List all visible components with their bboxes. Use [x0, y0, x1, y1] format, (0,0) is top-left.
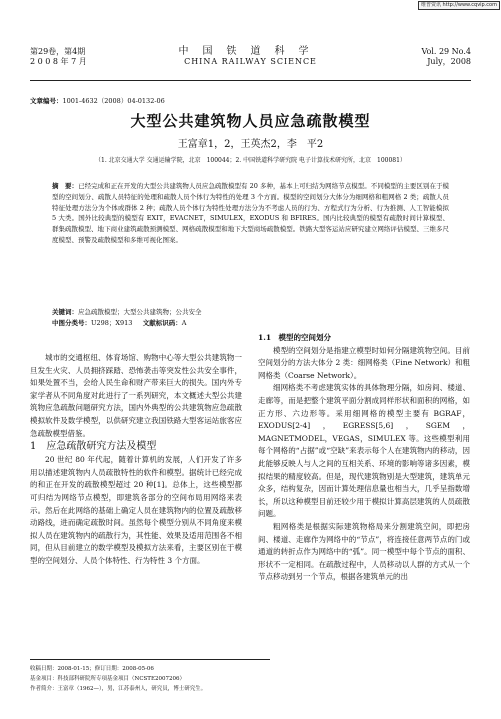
authors: 王富章1，2，王英杰2，李 平2 [177, 139, 324, 150]
keywords-block: 关键词：应急疏散模型；大型公共建筑物；公共安全 中图分类号：U298；X913 文献标识码：A [52, 308, 202, 327]
body-paragraph: 模型的空间划分是指建立模型时如何分隔建筑物空间。目前空间划分的方法大体分 2 类：细网格类（Fine Network）和粗网格类（Coarse Network）。 [258, 345, 470, 380]
fund-info: 基金项目：科技部科研院所专项基金项目（NCSTE2007206） [30, 676, 185, 682]
right-column [258, 332, 470, 584]
download-watermark[interactable]: 维普资讯 http://www.cqvip.com [418, 1, 500, 10]
footnote [30, 659, 270, 694]
left-column [30, 352, 242, 568]
journal-header [30, 44, 471, 81]
received-date: 收稿日期：2008-01-15；修订日期：2008-05-06 [30, 666, 154, 672]
article-number: 文章编号：1001-4632（2008）04-0132-06 [30, 97, 165, 105]
paper-title: 大型公共建筑物人员应急疏散模型 [130, 112, 371, 130]
body-paragraph: 细网格类不考虑建筑实体的具体物理分隔，如房间、楼道、走廊等，而是把整个建筑平面分割成同样形状和面积的网格，如正方形、六边形等。采用细网格的模型主要有 BGRAF，EXODUS[2-4]，EGRESS[5,6]，SGEM，MAGNETMODEL，VEGAS，SIMULEX 等。这些模型利用每个网格的“占据”或“空缺”来表示每个人在建筑物内的移动，因此能够反映人与人之间的互相关系、环境的影响等诸多因素，模拟结果的精度较高。但是，现代建筑物别是大型建筑，建筑单元众多，结构复杂，因而计算处理信息量也相当大，几乎呈指数增长，所以这种模型目前还较少用于模拟计算高层建筑的人员疏散问题。 [258, 383, 470, 519]
journal-name: 中国铁道科学 CHINA RAILWAY SCIENCE [178, 46, 323, 66]
abstract: 摘 要：已经完成和正在开发的大型公共建筑物人员应急疏散模型有 20 多种，基本上可归结为网络节点模型。不同模型的主要区别在于模型的空间划分、疏散人员特征的处理和疏散人员个体行为特性的处理 3 个方面。模型的空间划分大体分为细网格和粗网格 2 类；疏散人员特征处理方法分为个体或群体 2 种；疏散人员个体行为特性处理方法分为不考虑人员的行为、方程式行为分析、行为推测、人工智能模拟 5 大类。国外比较典型的模型有 EXIT，EVACNET，SIMULEX，EXODUS 和 BFIRES。国内比较典型的模型有疏散时间计算模型、群集疏散模型、地下商业建筑疏散预测模型、网格疏散模型和地下大型商场疏散模型。铁路大型客运站应研究建立网络评估模型、三维多尺度模型、预警及疏散模型和多维可视化图案。 [52, 182, 450, 244]
issue-info: 第29卷，第4期 2 0 0 8 年 7 月 [30, 47, 87, 66]
keywords: 应急疏散模型；大型公共建筑物；公共安全 [78, 308, 202, 316]
doc-code: A [181, 319, 187, 327]
affiliation: （1. 北京交通大学 交通运输学院，北京 100044；2. 中国铁道科学研究院 电子计算技术研究所，北京 100081） [95, 157, 406, 164]
intro-paragraph: 城市的交通枢纽、体育场馆、购物中心等大型公共建筑物一旦发生火灾、人员拥挤踩踏、恐怖袭击等突发性公共安全事件，如果处置不当，会给人民生命和财产带来巨大的损失。国内外专家学者从不同角度对此进行了一系列研究，本文概述大型公共建筑物应急疏散问题研究方法，国内外典型的公共建筑物应急疏散模拟软件及数学模型，以供研究建立我国铁路大型客运站旅客应急疏散模型借鉴。 [30, 353, 242, 438]
section-paragraph: 20 世纪 80 年代起，随着计算机的发展，人们开发了许多用以描述建筑物内人员疏散特性的软件和模型。据统计已经完成的和正在开发的疏散模型超过 20 种[1]。总体上，这些模型都可归结为网络节点模型，即建筑各部分的空间布局用网络来表示。然后在此网络的基础上确定人员在建筑物内的位置及疏散移动路线，进而确定疏散时间。虽然每个模型分别从不同角度来模拟人员在建筑物内的疏散行为，其性能、效果及适用范围各不相同，但从目前建立的数学模型及模拟方法来看，主要区别在于模型的空间划分、人员个体特性、行为特性 3 个方面。 [30, 455, 242, 565]
subsection-heading: 1.1 模型的空间划分 [258, 333, 332, 342]
volume-info: Vol. 29 No.4 July，2008 [421, 47, 471, 66]
clc-number: U298；X913 [91, 319, 133, 327]
body-paragraph: 粗网格类是根据实际建筑物格局来分割建筑空间，即把房间、楼道、走廊作为网络中的“节点”，将连接任意两节点的门或通道的转折点作为网络中的“弧”。同一模型中每个节点的面积、形状不一定相同。在疏散过程中，人员移动以人群的方式从一个节点移动到另一个节点，根据各建筑单元的出 [258, 521, 470, 582]
section-heading: 1 应急疏散研究方法及模型 [30, 441, 157, 453]
author-bio: 作者简介：王富章（1962—），男，江苏泰州人，研究员，博士研究生。 [30, 686, 207, 692]
